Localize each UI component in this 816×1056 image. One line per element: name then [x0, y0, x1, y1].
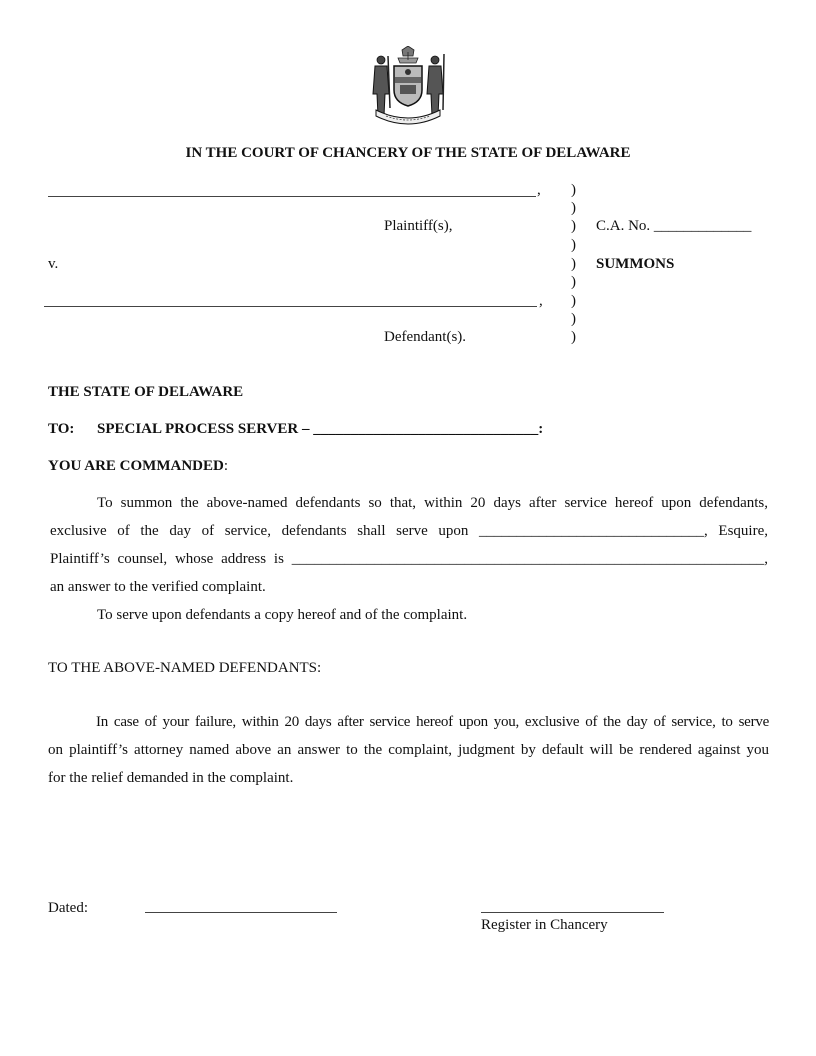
case-number-field: C.A. No. _____________ [596, 218, 752, 234]
defendant-line-comma: , [539, 293, 543, 309]
caption-paren: ) [571, 311, 576, 327]
defendants-heading: TO THE ABOVE-NAMED DEFENDANTS: [48, 660, 322, 676]
plaintiff-name-line [48, 196, 536, 197]
date-signature-line [145, 912, 337, 913]
defendant-label: Defendant(s). [384, 329, 467, 345]
paragraph-line: exclusive of the day of service, defendants shall serve upon ______________________________, Esquire, [50, 523, 768, 539]
command-heading-colon: : [223, 458, 228, 474]
caption-paren: ) [571, 329, 576, 345]
caption-paren: ) [571, 182, 576, 198]
caption-paren: ) [571, 218, 576, 234]
plaintiff-line-comma: , [537, 182, 541, 198]
caption-paren: ) [571, 293, 576, 309]
caption-paren: ) [571, 200, 576, 216]
paragraph-line: In case of your failure, within 20 days after service hereof upon you, exclusive of the day of service, to serve [96, 714, 769, 730]
register-label: Register in Chancery [481, 917, 608, 933]
command-heading-text: YOU ARE COMMANDED [48, 458, 224, 474]
paragraph-line: Plaintiff’s counsel, whose address is _______________________________________________________________, [50, 551, 768, 567]
paragraph-line: on plaintiff’s attorney named above an answer to the complaint, judgment by default will be rendered against you [48, 742, 769, 758]
document-type: SUMMONS [596, 256, 675, 272]
defendants-paragraph [48, 708, 769, 792]
caption-paren: ) [571, 256, 576, 272]
paragraph-line: an answer to the verified complaint. [50, 579, 266, 595]
paragraph-line: To serve upon defendants a copy hereof and of the complaint. [97, 607, 468, 623]
dated-label: Dated: [48, 900, 88, 916]
defendant-name-line [44, 306, 537, 307]
paragraph-line: for the relief demanded in the complaint. [48, 770, 294, 786]
plaintiff-label: Plaintiff(s), [384, 218, 453, 234]
register-signature-line [481, 912, 664, 913]
to-label: TO: [48, 421, 75, 437]
versus-label: v. [48, 256, 59, 272]
court-title: IN THE COURT OF CHANCERY OF THE STATE OF DELAWARE [185, 145, 631, 161]
process-server-line: SPECIAL PROCESS SERVER – ______________________________: [97, 421, 544, 437]
paragraph-line: To summon the above-named defendants so that, within 20 days after service hereof upon defendants, [97, 495, 768, 511]
delaware-state-seal [366, 46, 450, 126]
summons-paragraph [50, 489, 768, 629]
state-heading: THE STATE OF DELAWARE [48, 384, 244, 400]
command-heading [48, 457, 228, 475]
caption-paren: ) [571, 274, 576, 290]
caption-paren: ) [571, 237, 576, 253]
